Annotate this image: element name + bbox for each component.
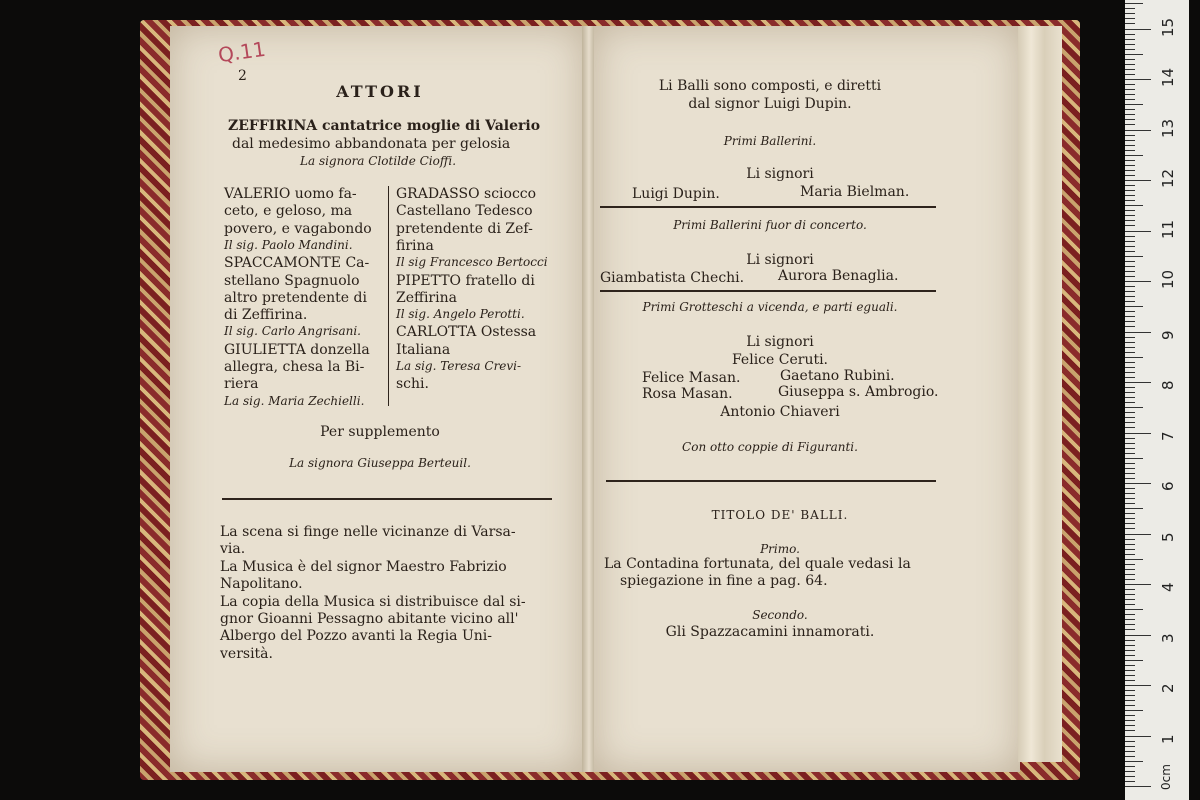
cast-left-line: GIULIETTA donzella: [224, 341, 370, 358]
grotteschi: Primi Grotteschi a vicenda, e parti eguali.: [642, 300, 898, 314]
ruler-tick: [1125, 13, 1135, 14]
ruler-tick: [1125, 34, 1135, 35]
ruler-tick: [1125, 478, 1135, 479]
ruler-number: 1: [1159, 733, 1177, 744]
cast-left-line: allegra, chesa la Bi-: [224, 359, 365, 375]
ruler-tick: [1125, 665, 1135, 666]
ruler-tick: [1125, 74, 1135, 75]
ruler-tick: [1125, 609, 1143, 610]
ruler-tick: [1125, 660, 1143, 661]
ruler-tick: [1125, 528, 1135, 529]
ruler-tick: [1125, 700, 1135, 701]
ruler-tick: [1125, 554, 1135, 555]
ruler-tick: [1125, 49, 1135, 50]
ruler-tick: [1125, 94, 1135, 95]
dancer-1a: Luigi Dupin.: [632, 186, 720, 202]
ruler-tick: [1125, 619, 1135, 620]
ruler-tick: [1125, 352, 1135, 353]
ruler-tick: [1125, 730, 1135, 731]
ruler-tick: [1125, 160, 1135, 161]
ruler-tick: [1125, 150, 1135, 151]
ruler-number: 12: [1159, 168, 1177, 188]
ruler-tick: [1125, 503, 1135, 504]
ruler-tick: [1125, 321, 1135, 322]
note-line: Albergo del Pozzo avanti la Regia Uni-: [220, 628, 492, 645]
ruler-number: 5: [1159, 531, 1177, 542]
balli-line2: dal signor Luigi Dupin.: [688, 96, 852, 112]
column-divider: [388, 186, 389, 406]
ruler-tick: [1125, 311, 1135, 312]
ruler-tick: [1125, 99, 1135, 100]
primo-text-1: La Contadina fortunata, del quale vedasi la: [604, 556, 911, 572]
ruler-tick: [1125, 761, 1143, 762]
ruler-tick: [1125, 766, 1135, 767]
ruler-tick: [1125, 599, 1135, 600]
ruler-tick: [1125, 387, 1135, 388]
ruler-tick: [1125, 271, 1135, 272]
right-rule-3: [606, 480, 936, 482]
grotteschi-name-2b: Gaetano Rubini.: [780, 368, 895, 384]
dancer-1b: Maria Bielman.: [800, 184, 910, 200]
ruler-tick: [1125, 720, 1135, 721]
pencil-note: Q.11: [216, 36, 268, 68]
ruler-tick: [1125, 407, 1143, 408]
ruler-tick: [1125, 463, 1135, 464]
ruler-tick: [1125, 8, 1135, 9]
ruler-tick: [1125, 433, 1151, 434]
ruler-tick: [1125, 210, 1135, 211]
ruler-tick: [1125, 140, 1135, 141]
ruler-tick: [1125, 301, 1135, 302]
ruler-tick: [1125, 382, 1151, 383]
ruler-tick: [1125, 624, 1135, 625]
ruler-tick: [1125, 518, 1135, 519]
cast-left-line: riera: [224, 376, 259, 393]
ruler-tick: [1125, 417, 1135, 418]
li-signori-1: Li signori: [746, 166, 814, 182]
ruler-number: 11: [1159, 219, 1177, 239]
ruler-tick: [1125, 589, 1135, 590]
ruler-tick: [1125, 513, 1135, 514]
ruler-tick: [1125, 205, 1143, 206]
ruler-tick: [1125, 225, 1135, 226]
secondo-text: Gli Spazzacamini innamorati.: [665, 624, 875, 640]
zeffirina-line1: ZEFFIRINA cantatrice moglie di Valerio: [228, 118, 541, 134]
ruler-tick: [1125, 488, 1135, 489]
ruler-tick: [1125, 675, 1135, 676]
ruler-tick: [1125, 443, 1135, 444]
grotteschi-name-1: Felice Ceruti.: [731, 352, 829, 368]
ruler-tick: [1125, 281, 1151, 282]
ruler-tick: [1125, 155, 1143, 156]
cast-right-line: CARLOTTA Ostessa: [396, 324, 537, 341]
ruler-tick: [1125, 241, 1135, 242]
ruler-number: 14: [1159, 67, 1177, 87]
cast-left-line: stellano Spagnuolo: [224, 272, 360, 289]
ruler-tick: [1125, 690, 1135, 691]
ruler-number: 3: [1159, 632, 1177, 643]
ruler-tick: [1125, 523, 1135, 524]
note-line: La scena si finge nelle vicinanze di Varsa-: [220, 524, 516, 540]
cast-right-line: PIPETTO fratello di: [396, 272, 535, 289]
ruler-tick: [1125, 145, 1135, 146]
cast-left-line: SPACCAMONTE Ca-: [224, 255, 370, 272]
fuor-concerto: Primi Ballerini fuor di concerto.: [673, 218, 867, 232]
ruler-tick: [1125, 195, 1135, 196]
ruler-tick: [1125, 579, 1135, 580]
ruler-tick: [1125, 710, 1143, 711]
ruler-tick: [1125, 695, 1135, 696]
note-line: gnor Gioanni Pessagno abitante vicino all': [220, 611, 519, 627]
ruler-tick: [1125, 251, 1135, 252]
ruler-tick: [1125, 23, 1135, 24]
cast-left-line: VALERIO uomo fa-: [224, 186, 357, 202]
ruler-tick: [1125, 64, 1135, 65]
ruler-number: 15: [1159, 17, 1177, 37]
ruler-tick: [1125, 104, 1143, 105]
ruler-tick: [1125, 276, 1135, 277]
cast-left-line: La sig. Maria Zechielli.: [224, 393, 365, 408]
ruler-tick: [1125, 655, 1135, 656]
ruler-tick: [1125, 412, 1135, 413]
cast-right-line: pretendente di Zef-: [396, 220, 533, 237]
ruler-tick: [1125, 771, 1135, 772]
ruler-number: 9: [1159, 329, 1177, 340]
cast-right-line: Il sig. Angelo Perotti.: [396, 307, 525, 322]
right-rule-1: [600, 206, 936, 208]
ruler-tick: [1125, 468, 1135, 469]
primo-label: Primo.: [760, 542, 800, 556]
ruler-tick: [1125, 69, 1135, 70]
grotteschi-name-3a: Rosa Masan.: [642, 386, 733, 402]
ruler-tick: [1125, 534, 1151, 535]
ruler-tick: [1125, 569, 1135, 570]
ruler-number: 2: [1159, 683, 1177, 693]
supplement-name: La signora Giuseppa Berteuil.: [289, 456, 471, 470]
note-line: versità.: [220, 645, 273, 662]
ruler-tick: [1125, 79, 1151, 80]
zeffirina-line2: dal medesimo abbandonata per gelosia: [232, 136, 511, 152]
ruler-tick: [1125, 640, 1135, 641]
cast-right-line: Castellano Tedesco: [396, 203, 533, 220]
right-rule-2: [600, 290, 936, 292]
ruler-number: 8: [1159, 380, 1177, 390]
ruler-tick: [1125, 119, 1135, 120]
balli-line1: Li Balli sono composti, e diretti: [658, 78, 882, 94]
ruler-tick: [1125, 190, 1135, 191]
ruler-tick: [1125, 377, 1135, 378]
primi-ballerini: Primi Ballerini.: [723, 134, 817, 148]
ruler-tick: [1125, 220, 1135, 221]
cast-right-line: Zeffirina: [396, 289, 457, 306]
zeffirina-line3: La signora Clotilde Cioffi.: [300, 154, 457, 168]
ruler-tick: [1125, 422, 1135, 423]
ruler-tick: [1125, 291, 1135, 292]
ruler-tick: [1125, 357, 1143, 358]
ruler-number: 13: [1159, 118, 1177, 138]
ruler-number: 10: [1159, 269, 1177, 289]
ruler-tick: [1125, 59, 1135, 60]
ruler-tick: [1125, 39, 1135, 40]
li-signori-2: Li signori: [746, 252, 814, 268]
ruler-tick: [1125, 236, 1135, 237]
note-line: La Musica è del signor Maestro Fabrizio: [220, 558, 507, 575]
cast-left-line: altro pretendente di: [224, 289, 367, 306]
ruler-tick: [1125, 650, 1135, 651]
cast-right-line: GRADASSO sciocco: [396, 186, 537, 202]
page-edges: [1018, 26, 1062, 762]
note-line: La copia della Musica si distribuisce dal si-: [220, 593, 526, 610]
note-line: Napolitano.: [220, 576, 303, 593]
cast-left-line: di Zeffirina.: [224, 307, 308, 324]
ruler-tick: [1125, 175, 1135, 176]
figuranti: Con otto coppie di Figuranti.: [682, 440, 858, 454]
ruler-tick: [1125, 397, 1135, 398]
ruler-tick: [1125, 54, 1143, 55]
cast-right-line: Italiana: [396, 341, 451, 358]
ruler-tick: [1125, 458, 1143, 459]
ruler-tick: [1125, 402, 1135, 403]
ruler-tick: [1125, 347, 1135, 348]
ruler-tick: [1125, 736, 1151, 737]
ruler-number: 7: [1159, 430, 1177, 441]
ruler-unit-label: 0cm: [1159, 764, 1173, 790]
ruler-tick: [1125, 741, 1135, 742]
cast-right-line: Il sig Francesco Bertocci: [396, 255, 548, 270]
ruler-tick: [1125, 776, 1135, 777]
ruler-tick: [1125, 44, 1135, 45]
ruler-tick: [1125, 473, 1135, 474]
ruler-tick: [1125, 584, 1151, 585]
grotteschi-name-4: Antonio Chiaveri: [720, 404, 840, 420]
ruler-tick: [1125, 781, 1135, 782]
cast-right-line: schi.: [396, 376, 429, 393]
ruler-tick: [1125, 170, 1135, 171]
cast-left-line: Il sig. Carlo Angrisani.: [224, 324, 361, 339]
ruler-tick: [1125, 231, 1151, 232]
ruler-tick: [1125, 286, 1135, 287]
ruler-tick: [1125, 109, 1135, 110]
ruler-tick: [1125, 705, 1135, 706]
ruler-tick: [1125, 180, 1151, 181]
ruler-tick: [1125, 200, 1135, 201]
ruler-tick: [1125, 165, 1135, 166]
ruler-tick: [1125, 372, 1135, 373]
titolo-balli: TITOLO DE' BALLI.: [711, 508, 849, 522]
ruler-tick: [1125, 89, 1135, 90]
ruler-tick: [1125, 296, 1135, 297]
ruler-tick: [1125, 135, 1135, 136]
ruler-tick: [1125, 544, 1135, 545]
page-number: 2: [238, 68, 247, 84]
ruler-tick: [1125, 215, 1135, 216]
ruler-tick: [1125, 342, 1135, 343]
ruler-tick: [1125, 427, 1135, 428]
ruler-tick: [1125, 715, 1135, 716]
ruler-tick: [1125, 645, 1135, 646]
ruler-number: 4: [1159, 582, 1177, 592]
ruler-tick: [1125, 316, 1135, 317]
ruler-tick: [1125, 629, 1135, 630]
dancer-2b: Aurora Benaglia.: [778, 268, 899, 284]
ruler-tick: [1125, 680, 1135, 681]
cast-left-line: ceto, e geloso, ma: [224, 203, 353, 220]
ruler-tick: [1125, 114, 1135, 115]
ruler-tick: [1125, 559, 1143, 560]
ruler-tick: [1125, 756, 1135, 757]
ruler-tick: [1125, 185, 1135, 186]
cast-right-line: firina: [396, 237, 434, 254]
ruler-tick: [1125, 685, 1151, 686]
page-heading: ATTORI: [336, 82, 424, 101]
ruler-tick: [1125, 337, 1135, 338]
cast-right-line: La sig. Teresa Crevi-: [396, 359, 522, 373]
ruler-tick: [1125, 367, 1135, 368]
grotteschi-name-3b: Giuseppa s. Ambrogio.: [778, 384, 939, 400]
cast-left-line: povero, e vagabondo: [224, 220, 372, 237]
measuring-ruler: [1125, 0, 1189, 800]
ruler-tick: [1125, 604, 1135, 605]
left-divider-rule: [222, 498, 552, 500]
supplement-label: Per supplemento: [320, 424, 440, 440]
ruler-tick: [1125, 453, 1135, 454]
ruler-tick: [1125, 498, 1135, 499]
ruler-tick: [1125, 635, 1151, 636]
ruler-tick: [1125, 746, 1135, 747]
ruler-tick: [1125, 614, 1135, 615]
ruler-tick: [1125, 392, 1135, 393]
ruler-tick: [1125, 362, 1135, 363]
ruler-tick: [1125, 130, 1151, 131]
ruler-tick: [1125, 29, 1151, 30]
ruler-tick: [1125, 564, 1135, 565]
note-line: via.: [220, 541, 246, 558]
ruler-number: 6: [1159, 481, 1177, 491]
ruler-tick: [1125, 438, 1135, 439]
ruler-tick: [1125, 326, 1135, 327]
ruler-tick: [1125, 18, 1135, 19]
ruler-tick: [1125, 539, 1135, 540]
ruler-tick: [1125, 261, 1135, 262]
ruler-tick: [1125, 246, 1135, 247]
ruler-tick: [1125, 256, 1143, 257]
ruler-tick: [1125, 483, 1151, 484]
ruler-tick: [1125, 751, 1135, 752]
li-signori-3: Li signori: [746, 334, 814, 350]
ruler-tick: [1125, 124, 1135, 125]
ruler-tick: [1125, 3, 1143, 4]
ruler-tick: [1125, 670, 1135, 671]
ruler-tick: [1125, 508, 1143, 509]
ruler-tick: [1125, 332, 1151, 333]
ruler-tick: [1125, 266, 1135, 267]
ruler-tick: [1125, 574, 1135, 575]
dancer-2a: Giambatista Chechi.: [600, 270, 745, 286]
ruler-tick: [1125, 448, 1135, 449]
ruler-tick: [1125, 786, 1151, 787]
ruler-tick: [1125, 306, 1143, 307]
ruler-tick: [1125, 493, 1135, 494]
ruler-tick: [1125, 594, 1135, 595]
ruler-tick: [1125, 84, 1135, 85]
grotteschi-name-2a: Felice Masan.: [642, 370, 741, 386]
secondo-label: Secondo.: [752, 608, 808, 622]
ruler-tick: [1125, 725, 1135, 726]
primo-text-2: spiegazione in fine a pag. 64.: [620, 573, 828, 589]
cast-left-line: Il sig. Paolo Mandini.: [224, 237, 353, 252]
ruler-tick: [1125, 549, 1135, 550]
